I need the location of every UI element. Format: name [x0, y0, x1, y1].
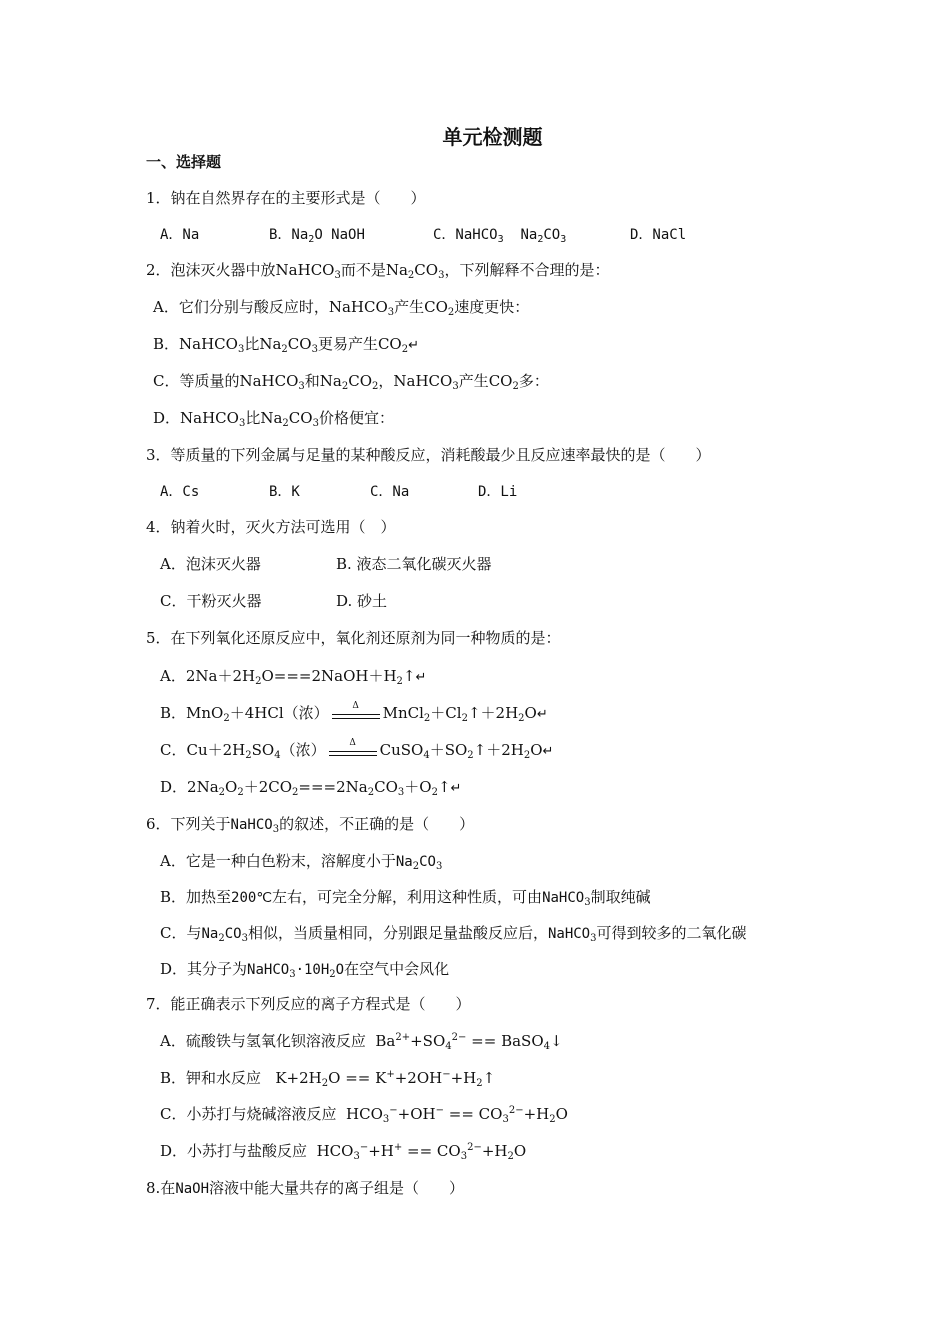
q6-option-b: B．加热至200℃左右，可完全分解，利用这种性质，可由NaHCO$_3$制取纯碱 — [160, 888, 651, 908]
return-mark-icon: ↵ — [415, 670, 427, 685]
q2-option-a: A．它们分别与酸反应时，NaHCO$_3$产生$CO_2$速度更快： — [153, 298, 530, 318]
q7-option-c: C．小苏打与烧碱溶液反应 $HCO_3^-+OH^- == CO_3^{2-}+H_2O$ — [160, 1105, 568, 1125]
question-1-stem: 1．钠在自然界存在的主要形式是（ ） — [146, 189, 426, 207]
question-1-options — [160, 225, 920, 245]
return-mark-icon: ↵ — [450, 781, 462, 796]
question-4-stem: 4．钠着火时，灭火方法可选用（ ） — [146, 518, 396, 536]
q4-option-d: D. 砂土 — [336, 592, 388, 610]
q3-option-b: B．K — [269, 484, 300, 500]
question-3-stem: 3．等质量的下列金属与足量的某种酸反应，消耗酸最少且反应速率最快的是（ ） — [146, 446, 711, 464]
q2-option-b: B．NaHCO$_3$比$Na_2CO_3$更易产生$CO_2↵$ — [153, 335, 419, 355]
page-title: 单元检测题 — [442, 125, 543, 149]
question-4-options-row2 — [160, 591, 660, 611]
q4-option-a: A．泡沫灭火器 — [160, 555, 261, 573]
q5-option-c: C．$Cu+2H_2SO_4$（浓） Δ $CuSO_4+SO_2↑+2H_2O↵$ — [160, 738, 554, 761]
section-heading: 一、选择题 — [146, 153, 222, 171]
heating-condition-sign: Δ — [327, 740, 379, 760]
q7-option-a: A．硫酸铁与氢氧化钡溶液反应 $Ba^{2+}+SO_4^{2-}$ == BaSO$_4$↓ — [160, 1032, 563, 1052]
question-4-options-row1 — [160, 554, 660, 574]
q2-option-c: C．等质量的NaHCO$_3$和$Na_2CO_2$，NaHCO$_3$产生$CO_2$多： — [153, 372, 549, 392]
question-3-options — [160, 482, 660, 502]
question-2-stem: 2．泡沫灭火器中放NaHCO$_3$而不是$Na_2CO_3$，下列解释不合理的是： — [146, 261, 610, 281]
q5-option-a: A．$2Na+2H_2O===2NaOH+H_2↑↵$ — [160, 667, 427, 687]
q1-option-c: C．NaHCO$_3$ $Na_2CO_3$ — [433, 227, 567, 245]
question-8-stem: 8.在NaOH溶液中能大量共存的离子组是（ ） — [146, 1179, 465, 1197]
q7-option-b: B．钾和水反应 $K+2H_2O$ == $K^++2OH^-+H_2↑$ — [160, 1069, 496, 1089]
q5-option-b: B．MnO$_2$＋4HCl（浓） Δ $MnCl_2+Cl_2↑+2H_2O↵$ — [160, 701, 548, 724]
q1-option-d: D．NaCl — [630, 227, 687, 243]
q5-option-d: D．$2Na_2O_2+2CO_2===2Na_2CO_3+O_2↑↵$ — [160, 778, 462, 798]
return-mark-icon: ↵ — [408, 338, 419, 353]
question-6-stem: 6．下列关于NaHCO$_3$的叙述，不正确的是（ ） — [146, 815, 475, 835]
question-5-stem: 5．在下列氧化还原反应中，氧化剂还原剂为同一种物质的是： — [146, 629, 561, 647]
q6-option-d: D．其分子为$NaHCO_3\cdot 10H_2O$在空气中会风化 — [160, 960, 450, 980]
question-7-stem: 7．能正确表示下列反应的离子方程式是（ ） — [146, 995, 471, 1013]
q1-option-b: B．$Na_2O$ NaOH — [269, 227, 365, 245]
q2-option-d: D．NaHCO$_3$比$Na_2CO_3$价格便宜： — [153, 409, 394, 429]
q6-option-a: A．它是一种白色粉末，溶解度小于$Na_2CO_3$ — [160, 852, 443, 872]
q6-option-c: C．与$Na_2CO_3$相似，当质量相同，分别跟足量盐酸反应后，NaHCO$_3$可得到较多的二氧化碳 — [160, 924, 747, 944]
heating-condition-sign: Δ — [330, 703, 382, 723]
return-mark-icon: ↵ — [542, 744, 554, 759]
q4-option-b: B. 液态二氧化碳灭火器 — [336, 555, 492, 573]
q3-option-c: C．Na — [370, 484, 410, 500]
q7-option-d: D．小苏打与盐酸反应 $HCO_3^-+H^+ == CO_3^{2-}+H_2O$ — [160, 1142, 527, 1162]
q3-option-d: D．Li — [478, 484, 518, 500]
q4-option-c: C．干粉灭火器 — [160, 592, 262, 610]
q3-option-a: A．Cs — [160, 484, 200, 500]
q1-option-a: A．Na — [160, 227, 200, 243]
return-mark-icon: ↵ — [536, 707, 548, 722]
